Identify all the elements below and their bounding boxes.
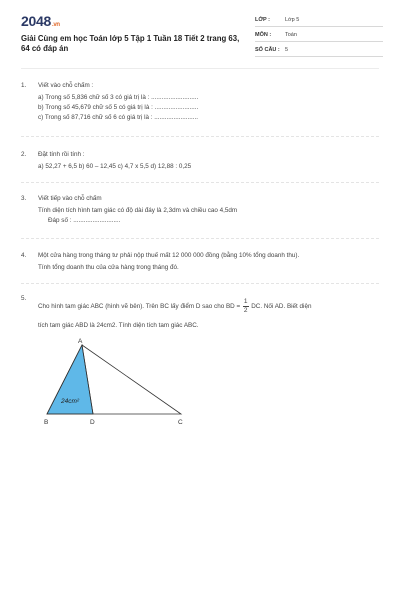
- question-number: 5.: [21, 295, 27, 302]
- question-prompt: Đặt tính rồi tính :: [38, 151, 85, 158]
- document-title: Giải Cùng em học Toán lớp 5 Tập 1 Tuần 18 Tiết 2 trang 63, 64 có đáp án: [21, 34, 240, 53]
- logo-text: 2048: [21, 13, 51, 29]
- logo-suffix: .vn: [51, 22, 60, 28]
- vertex-label-a: A: [78, 338, 83, 345]
- question-content: Một cửa hàng trong tháng tư phải nộp thuế mất 12 000 000 đồng (bằng 10% tổng doanh thu).: [38, 252, 300, 259]
- fraction-denominator: 2: [243, 307, 248, 314]
- meta-label: MÔN :: [255, 32, 272, 38]
- question-content: Tính diện tích hình tam giác có độ dài đáy là 2,3dm và chiều cao 4,5dm: [38, 207, 238, 214]
- question-prompt: Viết tiếp vào chỗ chấm: [38, 195, 102, 202]
- question-content: tích tam giác ABD là 24cm2. Tính diện tích tam giác ABC.: [38, 322, 199, 329]
- vertex-label-d: D: [90, 419, 95, 426]
- meta-value: Toán: [285, 32, 297, 38]
- meta-value: Lớp 5: [285, 17, 300, 23]
- question-number: 1.: [21, 82, 27, 89]
- question-number: 3.: [21, 195, 27, 202]
- area-label: 24cm²: [61, 398, 80, 405]
- answer-line: a) Trong số 5,836 chữ số 3 có giá trị là : ...........................: [38, 94, 199, 101]
- answer-line: b) Trong số 45,679 chữ số 5 có giá trị là : .........................: [38, 104, 199, 111]
- meta-label: LỚP :: [255, 17, 270, 23]
- vertex-label-b: B: [44, 419, 49, 426]
- question-content: a) 52,27 + 6,5 b) 60 – 12,45 c) 4,7 x 5,5 d) 12,88 : 0,25: [38, 163, 192, 170]
- question-prompt: Viết vào chỗ chấm :: [38, 82, 94, 89]
- meta-label: SỐ CÂU :: [255, 47, 280, 53]
- question-content: DC. Nối AD. Biết diện: [251, 303, 312, 311]
- question-number: 2.: [21, 151, 27, 158]
- meta-value: 5: [285, 47, 289, 53]
- question-number: 4.: [21, 252, 27, 259]
- answer-line: c) Trong số 87,716 chữ số 6 có giá trị là : .........................: [38, 114, 198, 121]
- answer-line: Đáp số : ...........................: [48, 217, 121, 224]
- question-content: Cho hình tam giác ABC (hình vẽ bên). Trên BC lấy điểm D sao cho BD =: [38, 303, 241, 311]
- question-content: Tính tổng doanh thu của cửa hàng trong tháng đó.: [38, 264, 179, 271]
- fraction-numerator: 1: [243, 298, 248, 305]
- vertex-label-c: C: [178, 419, 183, 426]
